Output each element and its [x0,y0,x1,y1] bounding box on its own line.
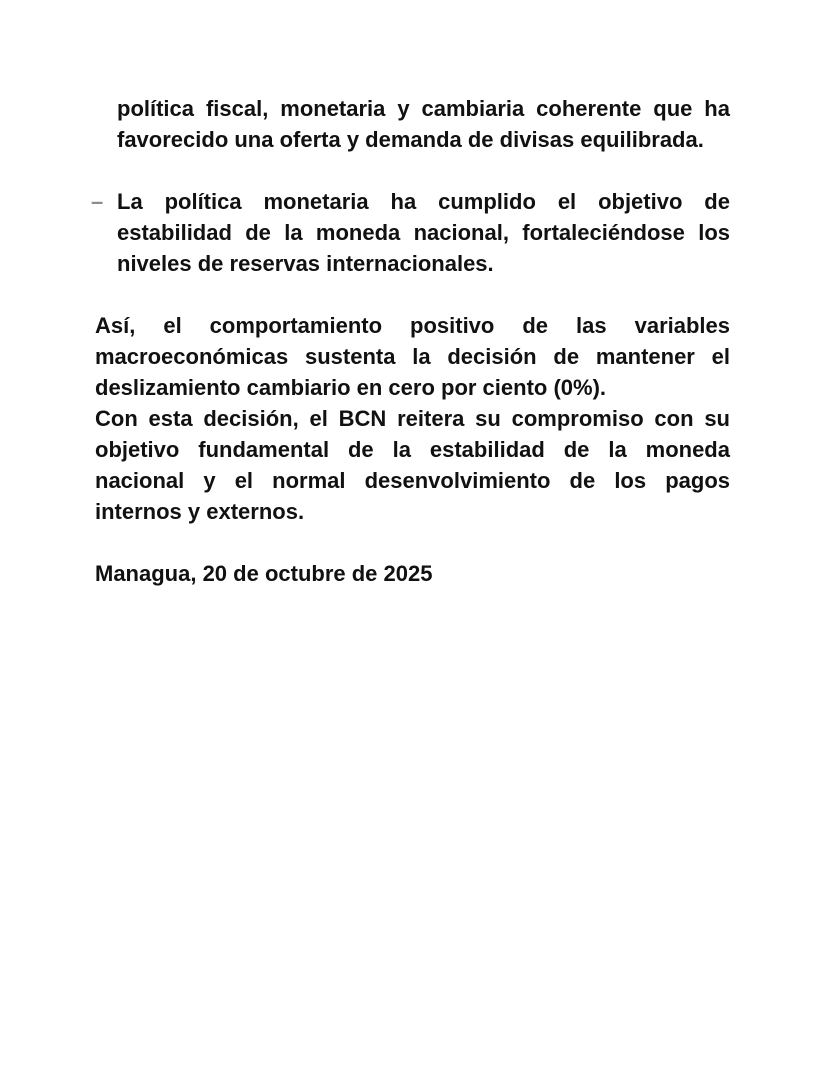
paragraph-body-conclusion: Así, el comportamiento positivo de las variables macroeconómicas sustenta la decisión de mantener el deslizamiento cambiario en cero por ciento (0%). [95,313,730,400]
paragraph-bullet-continuation: política fiscal, monetaria y cambiaria coherente que ha favorecido una oferta y demanda de divisas equilibrada. [117,96,730,152]
paragraph-body-commitment: Con esta decisión, el BCN reitera su compromiso con su objetivo fundamental de la estabilidad de la moneda nacional y el normal desenvolvimiento de los pagos internos y externos. [95,406,730,524]
bullet-dash-marker: – [91,189,104,214]
bullet-item [91,186,730,279]
paragraph-bullet: La política monetaria ha cumplido el objetivo de estabilidad de la moneda nacional, fortaleciéndose los niveles de reservas internacionales. [117,189,730,276]
press-release-text-block [91,93,730,589]
dateline: Managua, 20 de octubre de 2025 [95,561,433,586]
